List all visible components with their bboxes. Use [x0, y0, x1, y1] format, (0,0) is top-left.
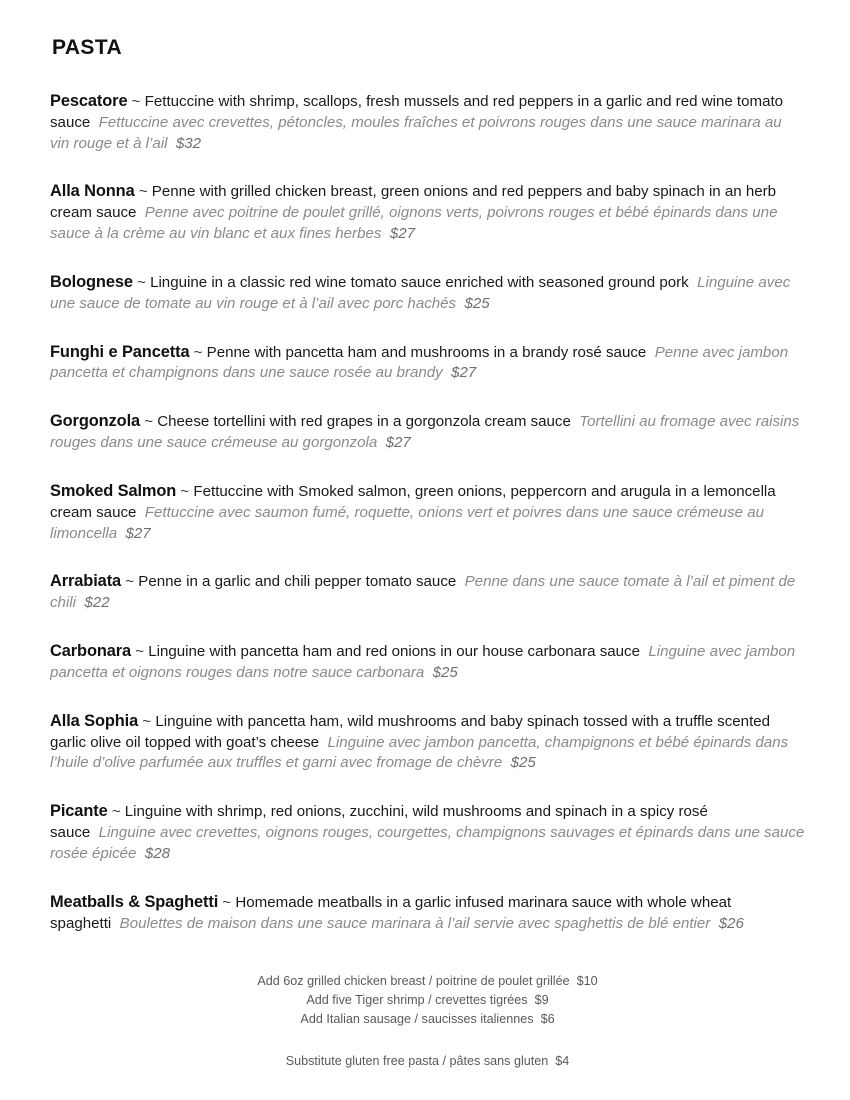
addon-line	[50, 972, 805, 991]
addons-list	[50, 972, 805, 1028]
item-separator: ~	[142, 712, 152, 730]
item-separator: ~	[144, 413, 154, 431]
substitute-text: Substitute gluten free pasta / pâtes sans gluten	[285, 1054, 549, 1069]
item-description-fr: Penne dans une sauce tomate à l’ail et piment de chili	[50, 573, 796, 612]
addon-line	[50, 1010, 805, 1029]
item-description-fr: Linguine avec jambon pancetta et oignons rouges dans notre sauce carbonara	[50, 643, 796, 681]
item-price: $26	[718, 914, 744, 932]
menu-item	[50, 90, 805, 154]
substitute-note	[50, 1054, 805, 1068]
menu-item	[50, 640, 805, 684]
item-description-en: Cheese tortellini with red grapes in a gorgonzola cream sauce	[157, 413, 571, 431]
item-price: $28	[144, 844, 171, 862]
item-name: Arrabiata	[50, 572, 122, 591]
addon-line	[50, 991, 805, 1010]
addon-text: Add five Tiger shrimp / crevettes tigrées	[306, 992, 528, 1007]
item-description-fr: Penne avec jambon pancetta et champignons dans une sauce rosée au brandy	[50, 343, 789, 382]
item-price: $27	[389, 225, 415, 243]
item-description-fr: Tortellini au fromage avec raisins rouges dans une sauce crémeuse au gorgonzola	[50, 413, 800, 452]
item-description-en: Fettuccine with Smoked salmon, green onions, peppercorn and arugula in a lemoncella cream sauce	[50, 482, 776, 521]
item-price: $22	[84, 594, 110, 612]
item-price: $32	[175, 134, 202, 152]
menu-item	[50, 891, 805, 935]
item-description-en: Linguine with shrimp, red onions, zucchini, wild mushrooms and spinach in a spicy rosé sauce	[50, 803, 708, 842]
item-separator: ~	[135, 643, 145, 661]
addon-text: Add Italian sausage / saucisses italiennes	[300, 1011, 534, 1026]
menu-item	[50, 800, 805, 864]
page-title: PASTA	[52, 36, 123, 59]
menu-item	[50, 710, 805, 774]
item-separator: ~	[222, 893, 232, 911]
item-separator: ~	[125, 573, 135, 591]
menu-item	[50, 570, 805, 614]
addon-price: $10	[576, 974, 598, 989]
item-separator: ~	[111, 803, 121, 821]
menu-item	[50, 410, 805, 454]
item-name: Alla Nonna	[50, 182, 135, 201]
item-separator: ~	[180, 482, 190, 500]
item-price: $27	[385, 434, 411, 452]
substitute-price: $4	[555, 1054, 570, 1069]
item-description-en: Homemade meatballs in a garlic infused marinara sauce with whole wheat spaghetti	[50, 893, 732, 932]
item-description-fr: Linguine avec une sauce de tomate au vin rouge et à l’ail avec porc hachés	[50, 273, 791, 312]
item-separator: ~	[193, 343, 203, 361]
item-description-fr: Linguine avec jambon pancetta, champignons et bébé épinards dans l’huile d’olive parfumée aux truffles et garni avec fromage de chèvre	[50, 733, 789, 772]
menu-item	[50, 341, 805, 385]
item-separator: ~	[137, 273, 146, 291]
item-name: Meatballs & Spaghetti	[50, 892, 219, 911]
menu-item	[50, 271, 805, 315]
addon-price: $6	[540, 1011, 555, 1026]
item-name: Carbonara	[50, 642, 132, 661]
item-description-fr: Penne avec poitrine de poulet grillé, oignons verts, poivrons rouges et bébé épinards dans une sauce à la crème au vin blanc et aux fines herbes	[50, 204, 778, 243]
item-description-en: Linguine in a classic red wine tomato sauce enriched with seasoned ground pork	[150, 273, 689, 291]
item-name: Gorgonzola	[50, 412, 141, 431]
item-description-en: Linguine with pancetta ham, wild mushrooms and baby spinach tossed with a truffle scented garlic olive oil topped with goat’s cheese	[50, 712, 771, 751]
item-description-en: Penne in a garlic and chili pepper tomato sauce	[138, 573, 457, 591]
item-separator: ~	[138, 183, 148, 201]
item-name: Funghi e Pancetta	[50, 342, 190, 361]
item-description-en: Linguine with pancetta ham and red onions in our house carbonara sauce	[148, 643, 640, 661]
addon-price: $9	[534, 992, 549, 1007]
item-description-en: Penne with grilled chicken breast, green onions and red peppers and baby spinach in an herb cream sauce	[50, 183, 777, 222]
item-name: Pescatore	[50, 92, 128, 110]
item-separator: ~	[131, 93, 141, 110]
item-price: $27	[451, 364, 477, 382]
item-price: $25	[464, 294, 490, 312]
item-description-en: Fettuccine with shrimp, scallops, fresh mussels and red peppers in a garlic and red wine tomato sauce	[50, 93, 784, 131]
item-name: Smoked Salmon	[50, 481, 177, 500]
item-description-fr: Linguine avec crevettes, oignons rouges, courgettes, champignons sauvages et épinards dans une sauce rosée épicée	[50, 824, 805, 862]
item-description-fr: Fettuccine avec saumon fumé, roquette, onions vert et poivres dans une sauce crémeuse au limoncella	[50, 503, 764, 542]
item-description-fr: Boulettes de maison dans une sauce marinara à l’ail servie avec spaghettis de blé entier	[119, 914, 711, 932]
item-price: $27	[125, 524, 151, 542]
item-price: $25	[432, 663, 458, 681]
item-name: Bolognese	[50, 272, 133, 291]
menu-item	[50, 480, 805, 544]
item-name: Alla Sophia	[50, 711, 139, 730]
item-description-en: Penne with pancetta ham and mushrooms in a brandy rosé sauce	[206, 343, 647, 361]
addon-text: Add 6oz grilled chicken breast / poitrine de poulet grillée	[257, 974, 570, 989]
item-name: Picante	[50, 802, 108, 821]
item-price: $25	[510, 754, 536, 772]
pasta-menu-list	[50, 90, 805, 934]
menu-item	[50, 180, 805, 244]
item-description-fr: Fettuccine avec crevettes, pétoncles, moules fraîches et poivrons rouges dans une sauce marinara au vin rouge et à l’ail	[50, 113, 782, 152]
